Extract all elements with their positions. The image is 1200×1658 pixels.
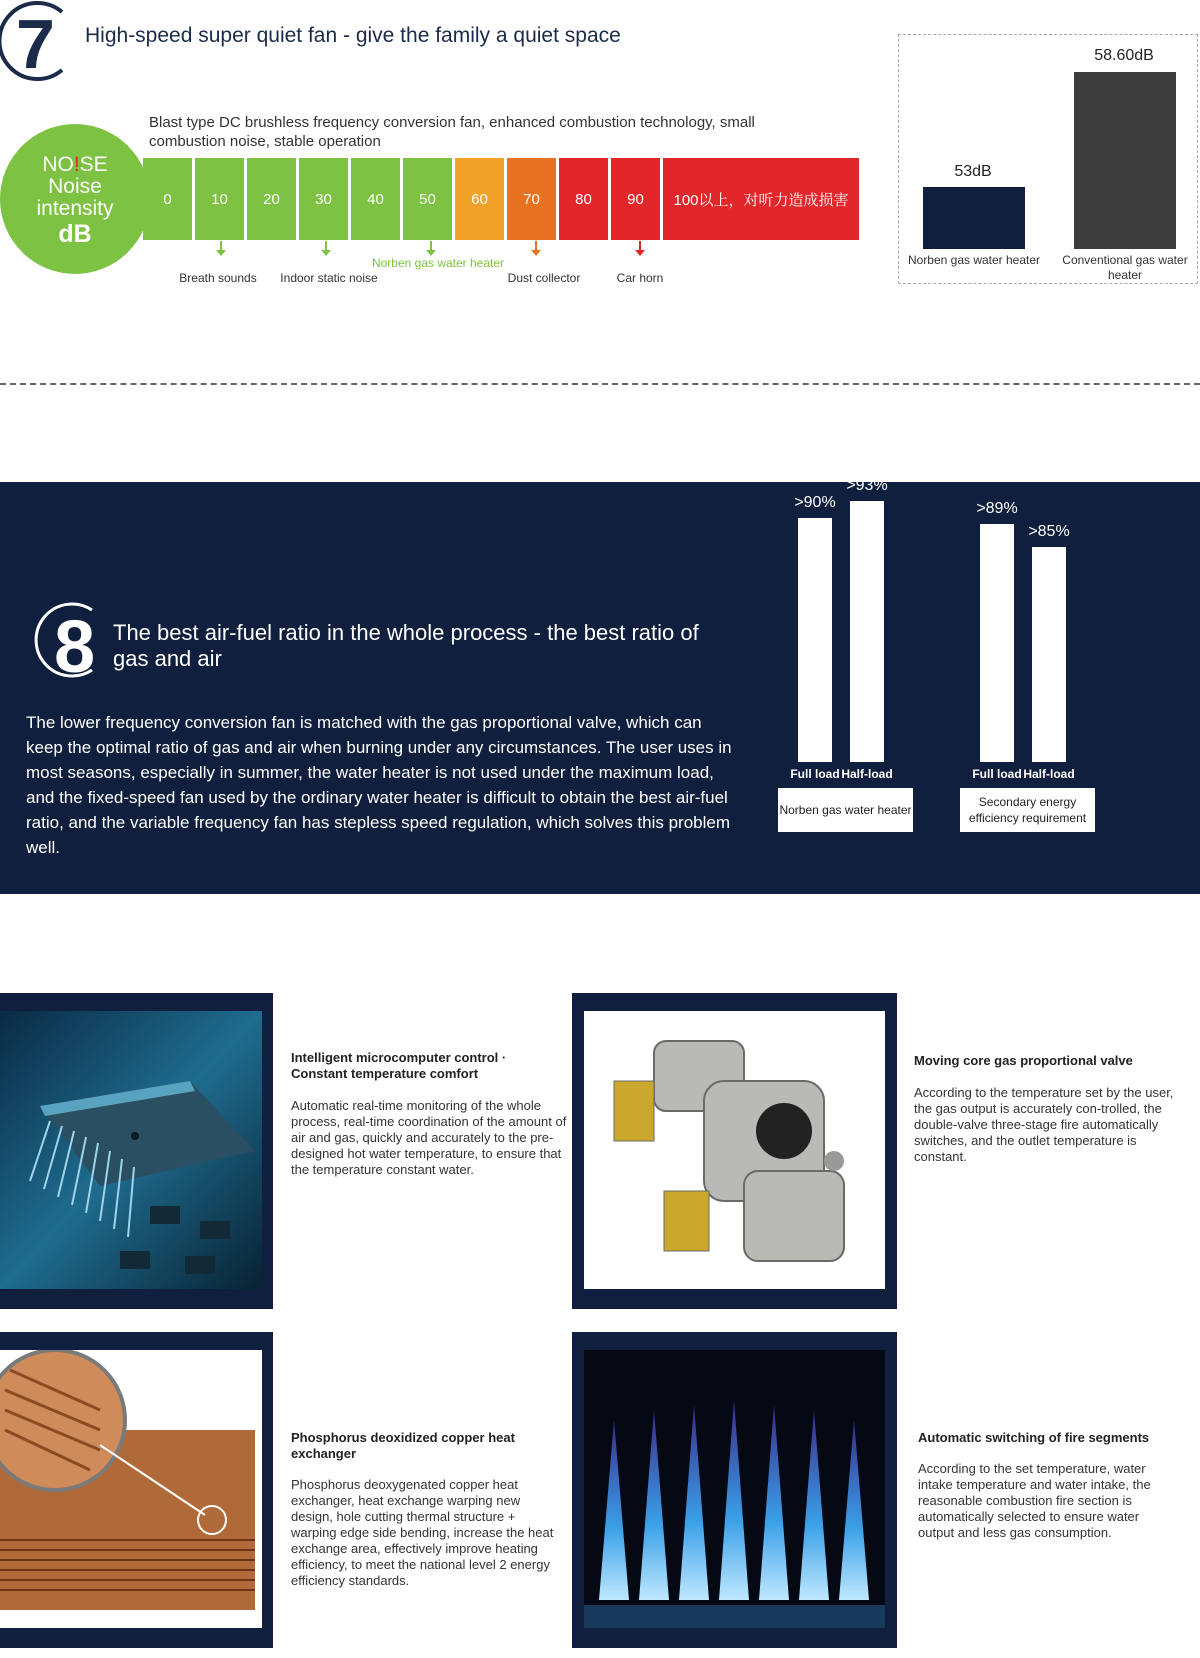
feature-1-text: Automatic real-time monitoring of the whole process, real-time coordination of the amount of air and gas, quickly and accurately to the pre-designed hot water temperature, to ensure that the temperature constant water. [291,1098,567,1177]
scale-cell: 40 [351,158,400,240]
car-horn-label: Car horn [616,271,664,285]
efficiency-bar [1032,547,1066,762]
feature-2-text: According to the temperature set by the user, the gas output is accurately con-trolled, the double-valve three-stage fire automatically switches, and the outlet temperature is constant. [914,1085,1174,1164]
feature-3-text: Phosphorus deoxygenated copper heat exchanger, heat exchange warping new design, hole cutting thermal structure + warping edge side bending, increase the heat exchange area, effectively improve heating efficiency, to meet the national level 2 energy efficiency standards. [291,1477,554,1588]
chip-image-frame [0,993,273,1309]
norben-noise-marker: Norben gas water heater [371,256,505,270]
arrow-down-icon [325,241,327,251]
efficiency-bar [850,501,884,762]
section-8-title: The best air-fuel ratio in the whole process - the best ratio of gas and air [113,620,699,671]
valve-image-frame [572,993,897,1309]
scale-cell: 10 [195,158,244,240]
section-7-subtitle: Blast type DC brushless frequency conversion fan, enhanced combustion technology, small combustion noise, stable operation [149,114,755,150]
efficiency-value-label: >93% [846,477,888,494]
db-label: dB [58,220,92,248]
efficiency-value-label: >89% [976,500,1018,518]
norben-db-value: 53dB [954,163,992,180]
scale-cell: 70 [507,158,556,240]
conventional-db-value: 58.60dB [1094,47,1154,64]
efficiency-bar-label: Full load [972,767,1022,781]
copper-image-frame [0,1332,273,1648]
efficiency-bar [798,518,832,762]
efficiency-group-label: Secondary energy efficiency requirement [960,788,1095,832]
section-8-body: The lower frequency conversion fan is matched with the gas proportional valve, which can keep the optimal ratio of gas and air when burning under any circumstances. The user uses in most seasons, especially in summer, the water heater is not used under the maximum load, and the fixed-speed fan used by the ordinary water heater is difficult to obtain the best air-fuel ratio, and the variable frequency fan has stepless speed regulation, which solves this problem well. [26,713,732,857]
dust-collector-label: Dust collector [507,271,581,285]
conventional-db-bar [1074,72,1176,249]
breath-sounds-label: Breath sounds [179,271,257,285]
section-7-title: High-speed super quiet fan - give the family a quiet space [85,24,621,47]
section-7-number-badge [0,0,66,82]
efficiency-bar [980,524,1014,762]
scale-cell: 20 [247,158,296,240]
scale-cell: 0 [143,158,192,240]
feature-4-text: According to the set temperature, water intake temperature and water intake, the reasonable combustion fire section is automatically selected to ensure water output and less gas consumption. [918,1461,1151,1540]
conventional-db-label: Conventional gas water heater [1062,253,1188,282]
feature-1-title: Intelligent microcomputer control · Constant temperature comfort [291,1050,507,1081]
noise-label: Noise [48,175,102,198]
indoor-noise-label: Indoor static noise [280,271,378,285]
burner-flames-image [584,1350,885,1628]
section-divider [0,383,1200,385]
noise-intensity-badge [0,124,150,274]
arrow-down-icon [535,241,537,251]
scale-cell: 90 [611,158,660,240]
noise-scale [143,158,859,240]
flame-image-frame [572,1332,897,1648]
section-8-number-badge [30,600,106,680]
microchip-image [0,1011,262,1289]
intensity-label: intensity [36,197,114,220]
noise-word: NO!SE [42,153,108,176]
gas-valve-image [584,1011,885,1289]
efficiency-bar-label: Half-load [841,767,893,781]
scale-cell: 80 [559,158,608,240]
scale-cell: 50 [403,158,452,240]
feature-4-title: Automatic switching of fire segments [918,1430,1150,1445]
scale-cell-max: 100以上，对听力造成损害 [663,158,859,240]
feature-3-title: Phosphorus deoxidized copper heat exchanger [291,1430,515,1461]
copper-heat-exchanger-image [0,1350,262,1628]
efficiency-value-label: >85% [1028,523,1070,541]
section-7-number: 7 [16,5,55,82]
efficiency-value-label: >90% [794,494,836,512]
scale-cell: 30 [299,158,348,240]
efficiency-chart [770,477,1110,850]
norben-db-bar [923,187,1025,249]
arrow-down-icon [639,241,641,251]
efficiency-bar-label: Full load [790,767,840,781]
efficiency-bar-label: Half-load [1023,767,1075,781]
arrow-down-icon [430,241,432,251]
feature-2-title: Moving core gas proportional valve [914,1053,1133,1068]
scale-cell: 60 [455,158,504,240]
efficiency-group-label: Norben gas water heater [778,788,913,832]
section-8-number: 8 [54,605,96,680]
arrow-down-icon [220,241,222,251]
noise-comparison-chart [898,34,1198,284]
norben-db-label: Norben gas water heater [907,253,1041,267]
